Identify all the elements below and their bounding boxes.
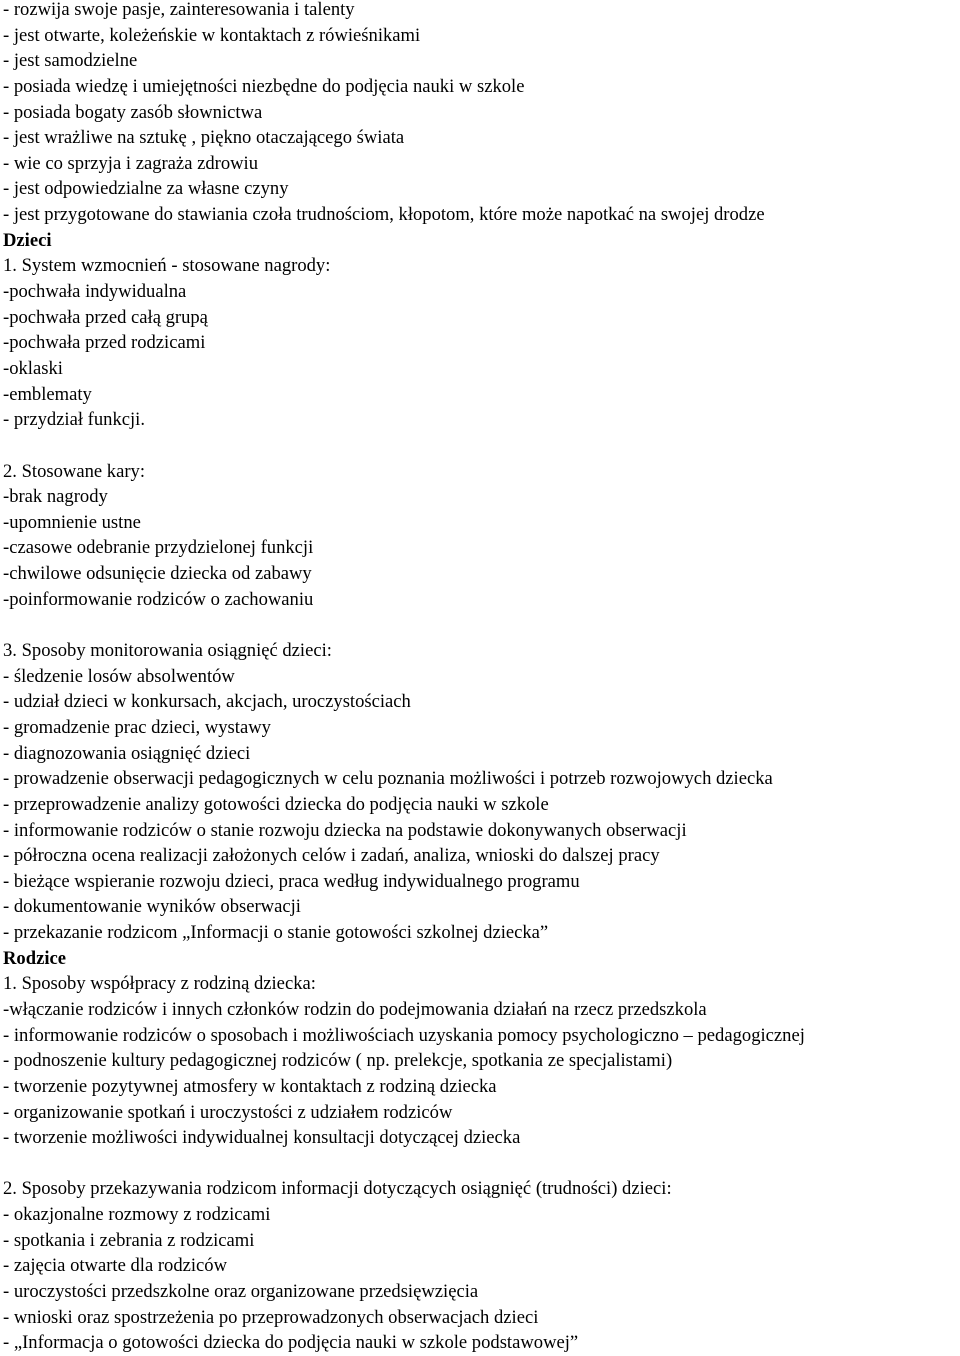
list-item: -pochwała indywidualna <box>3 281 187 303</box>
rodzice-information-section <box>3 1176 960 1355</box>
list-item: -czasowe odebranie przydzielonej funkcji <box>3 537 314 559</box>
dzieci-monitoring-section <box>3 638 960 946</box>
document-page <box>3 0 960 1356</box>
subsection-title: 2. Sposoby przekazywania rodzicom informacji dotyczących osiągnięć (trudności) dzieci: <box>3 1178 672 1200</box>
list-item: -emblematy <box>3 383 92 405</box>
list-item: - śledzenie losów absolwentów <box>3 665 235 687</box>
list-item: - jest wrażliwe na sztukę , piękno otaczającego świata <box>3 127 405 149</box>
list-item: - przydział funkcji. <box>3 409 145 431</box>
list-item: - tworzenie pozytywnej atmosfery w kontaktach z rodziną dziecka <box>3 1075 497 1097</box>
list-item: -poinformowanie rodziców o zachowaniu <box>3 588 314 610</box>
list-item: - półroczna ocena realizacji założonych celów i zadań, analiza, wnioski do dalszej pracy <box>3 845 660 867</box>
intro-list <box>3 0 960 228</box>
list-item: -włączanie rodziców i innych członków rodzin do podejmowania działań na rzecz przedszkola <box>3 998 707 1020</box>
list-item: - okazjonalne rozmowy z rodzicami <box>3 1204 271 1226</box>
list-item: - jest przygotowane do stawiania czoła trudnościom, kłopotom, które może napotkać na swojej drodze <box>3 204 765 226</box>
list-item: - zajęcia otwarte dla rodziców <box>3 1255 228 1277</box>
subsection-title: 2. Stosowane kary: <box>3 460 146 482</box>
list-item: - wie co sprzyja i zagraża zdrowiu <box>3 152 259 174</box>
subsection-title: 1. System wzmocnień - stosowane nagrody: <box>3 255 331 277</box>
dzieci-penalties-section <box>3 459 960 613</box>
dzieci-rewards-section <box>3 253 960 432</box>
list-item: - „Informacja o gotowości dziecka do podjęcia nauki w szkole podstawowej” <box>3 1332 579 1354</box>
list-item: - organizowanie spotkań i uroczystości z udziałem rodziców <box>3 1101 453 1123</box>
list-item: - tworzenie możliwości indywidualnej konsultacji dotyczącej dziecka <box>3 1127 521 1149</box>
list-item: - posiada wiedzę i umiejętności niezbędne do podjęcia nauki w szkole <box>3 75 525 97</box>
list-item: - podnoszenie kultury pedagogicznej rodziców ( np. prelekcje, spotkania ze specjalistami) <box>3 1050 673 1072</box>
list-item: - wnioski oraz spostrzeżenia po przeprowadzonych obserwacjach dzieci <box>3 1306 539 1328</box>
section-dzieci <box>3 228 960 946</box>
section-rodzice <box>3 946 960 1356</box>
list-item: -chwilowe odsunięcie dziecka od zabawy <box>3 563 312 585</box>
list-item: - informowanie rodziców o stanie rozwoju dziecka na podstawie dokonywanych obserwacji <box>3 819 687 841</box>
list-item: - jest samodzielne <box>3 50 138 72</box>
subsection-title: 3. Sposoby monitorowania osiągnięć dzieci: <box>3 640 332 662</box>
list-item: - jest odpowiedzialne za własne czyny <box>3 178 289 200</box>
list-item: - udział dzieci w konkursach, akcjach, uroczystościach <box>3 691 411 713</box>
list-item: - dokumentowanie wyników obserwacji <box>3 896 301 918</box>
section-heading-rodzice: Rodzice <box>3 947 66 969</box>
list-item: -upomnienie ustne <box>3 511 141 533</box>
section-heading-dzieci: Dzieci <box>3 229 52 251</box>
list-item: - prowadzenie obserwacji pedagogicznych w celu poznania możliwości i potrzeb rozwojowych dziecka <box>3 768 773 790</box>
blank-line <box>3 1151 960 1177</box>
list-item: -pochwała przed rodzicami <box>3 332 206 354</box>
list-item: - informowanie rodziców o sposobach i możliwościach uzyskania pomocy psychologiczno – pedagogicznej <box>3 1024 805 1046</box>
list-item: - jest otwarte, koleżeńskie w kontaktach z rówieśnikami <box>3 24 421 46</box>
list-item: - uroczystości przedszkolne oraz organizowane przedsięwzięcia <box>3 1281 479 1303</box>
list-item: - gromadzenie prac dzieci, wystawy <box>3 716 271 738</box>
list-item: -pochwała przed całą grupą <box>3 306 208 328</box>
list-item: - przekazanie rodzicom „Informacji o stanie gotowości szkolnej dziecka” <box>3 922 549 944</box>
list-item: - przeprowadzenie analizy gotowości dziecka do podjęcia nauki w szkole <box>3 793 549 815</box>
rodzice-cooperation-section <box>3 971 960 1150</box>
list-item: - diagnozowania osiągnięć dzieci <box>3 742 251 764</box>
list-item: - rozwija swoje pasje, zainteresowania i talenty <box>3 0 355 20</box>
list-item: -oklaski <box>3 357 63 379</box>
subsection-title: 1. Sposoby współpracy z rodziną dziecka: <box>3 973 316 995</box>
list-item: -brak nagrody <box>3 486 108 508</box>
blank-line <box>3 612 960 638</box>
list-item: - posiada bogaty zasób słownictwa <box>3 101 263 123</box>
list-item: - bieżące wspieranie rozwoju dzieci, praca według indywidualnego programu <box>3 870 580 892</box>
list-item: - spotkania i zebrania z rodzicami <box>3 1229 255 1251</box>
blank-line <box>3 433 960 459</box>
